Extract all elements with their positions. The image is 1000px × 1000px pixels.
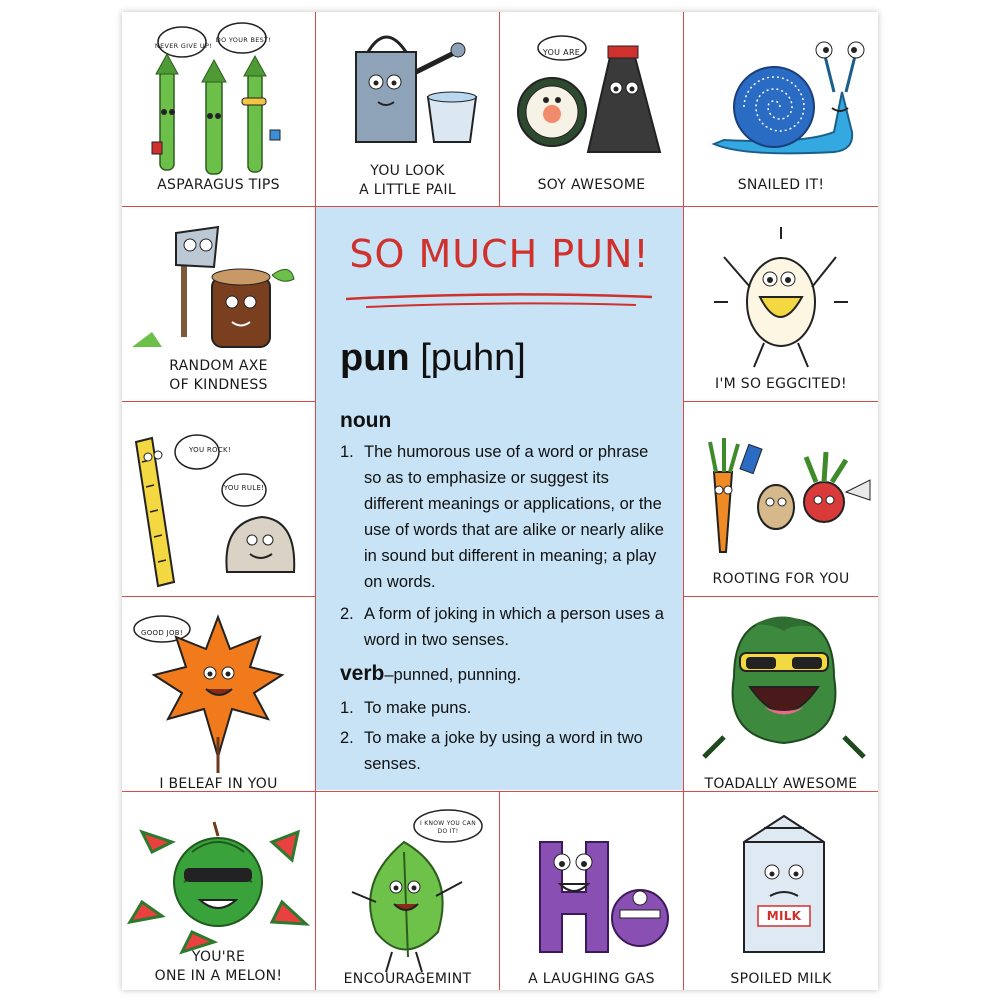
milk-carton-illustration: [684, 792, 878, 990]
speech-bubble-text: DO YOUR BEST!: [215, 36, 272, 44]
verb-forms: –punned, punning.: [384, 666, 522, 684]
verb-definition-1: [340, 695, 670, 721]
pun-caption: SNAILED IT!: [737, 177, 825, 193]
speech-bubble-text: NEVER GIVE UP!: [154, 42, 213, 50]
headword: pun: [340, 337, 410, 379]
pun-caption: I BELEAF IN YOU: [159, 776, 278, 792]
pun-card-toad: [684, 597, 878, 791]
verb-label: verb: [340, 662, 385, 685]
speech-bubble-text: YOU ARE: [542, 48, 581, 57]
pun-caption: YOU'RE ONE IN A MELON!: [154, 949, 283, 984]
noun-label: noun: [340, 409, 392, 432]
pun-poster: [122, 12, 878, 990]
verb-line: [340, 662, 521, 686]
milk-label: MILK: [766, 909, 802, 923]
noun-definition-1: [340, 439, 670, 595]
ruler-rock-illustration: [122, 402, 315, 596]
pun-card-mint: [316, 792, 499, 990]
definition-number: 1.: [340, 443, 354, 461]
definition-number: 1.: [340, 699, 354, 717]
pun-caption: TOADALLY AWESOME: [704, 776, 858, 792]
headword-line: [340, 337, 526, 380]
speech-bubble-text: YOU RULE!: [223, 484, 265, 492]
definition-text: The humorous use of a word or phrase so as to emphasize or suggest its different meanings or applications, or the use of words that are alike or nearly alike in sound but different in meaning; a play on words.: [364, 443, 664, 591]
root-veggies-illustration: [684, 402, 878, 596]
pun-card-melon: [122, 792, 315, 990]
pun-card-asparagus: [122, 12, 315, 206]
pun-caption: SOY AWESOME: [537, 177, 646, 193]
noun-definition-2: [340, 601, 670, 653]
poster-title: SO MUCH PUN!: [349, 232, 650, 276]
pun-caption: I'M SO EGGCITED!: [715, 376, 847, 392]
speech-bubble-text: I KNOW YOU CAN DO IT!: [419, 820, 476, 835]
pun-card-milk: [684, 792, 878, 990]
definition-text: To make puns.: [364, 699, 472, 717]
definition-text: A form of joking in which a person uses a word in two senses.: [364, 605, 664, 649]
pun-card-pail: [316, 12, 499, 206]
pun-card-axe: [122, 207, 315, 401]
pun-card-veggies: [684, 402, 878, 596]
definition-text: To make a joke by using a word in two senses.: [364, 729, 643, 773]
pun-card-soy: [500, 12, 683, 206]
definition-number: 2.: [340, 605, 354, 623]
pun-caption: ASPARAGUS TIPS: [157, 177, 280, 193]
speech-bubble-text: YOU ROCK!: [188, 446, 232, 454]
pun-card-rock-ruler: [122, 402, 315, 596]
verb-definition-2: [340, 725, 670, 777]
pun-card-leaf: [122, 597, 315, 791]
title-underline: [316, 287, 683, 327]
pun-card-egg: [684, 207, 878, 401]
speech-bubble-text: GOOD JOB!: [141, 629, 183, 637]
pun-caption: RANDOM AXE OF KINDNESS: [169, 358, 268, 393]
pun-caption: ROOTING FOR YOU: [712, 571, 850, 587]
pun-card-gas: [500, 792, 683, 990]
pun-caption: SPOILED MILK: [730, 971, 832, 987]
toad-illustration: [684, 597, 878, 791]
helium-letters-illustration: [500, 792, 683, 990]
definition-number: 2.: [340, 729, 354, 747]
egg-illustration: [684, 207, 878, 401]
pun-caption: ENCOURAGEMINT: [343, 971, 472, 987]
definition-panel: [316, 207, 683, 790]
pun-caption: YOU LOOK A LITTLE PAIL: [359, 163, 456, 198]
pun-card-snail: [684, 12, 878, 206]
pronunciation: [puhn]: [420, 337, 526, 379]
pun-caption: A LAUGHING GAS: [528, 971, 655, 987]
